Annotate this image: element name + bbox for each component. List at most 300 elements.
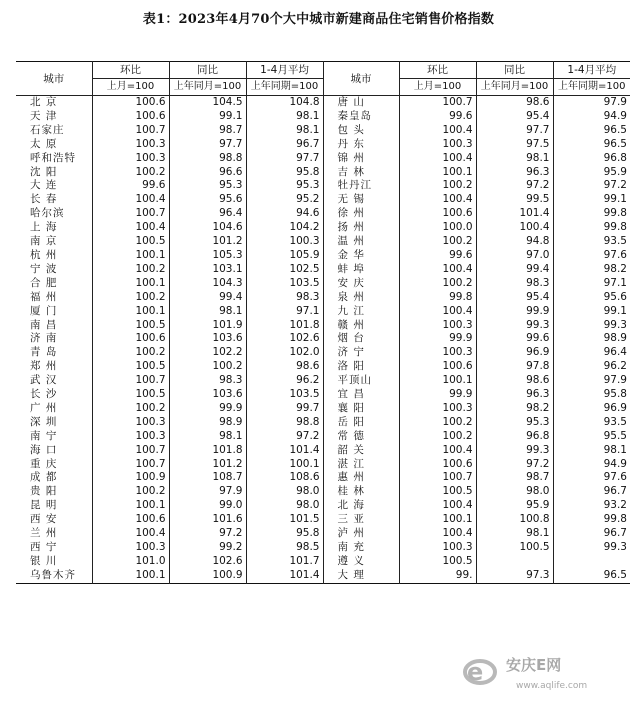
mom-value: 100.3: [92, 152, 169, 166]
yoy-value: 98.7: [476, 471, 553, 485]
mom-value: 100.3: [92, 138, 169, 152]
avg-value: 96.7: [553, 485, 630, 499]
avg-value: 96.7: [246, 138, 323, 152]
yoy-value: 97.2: [476, 179, 553, 193]
mom-value: 100.6: [399, 207, 476, 221]
city-name: 石家庄: [30, 123, 65, 136]
city-name: 银 川: [30, 554, 58, 567]
avg-value: 96.2: [553, 360, 630, 374]
mom-value: 100.9: [92, 471, 169, 485]
table-row: [16, 305, 630, 319]
city-name: 福 州: [30, 290, 58, 303]
mom-value: 100.2: [92, 291, 169, 305]
city-name: 济 宁: [323, 346, 399, 360]
table-row: [16, 388, 630, 402]
mom-value: 100.7: [92, 444, 169, 458]
mom-value: 100.4: [92, 193, 169, 207]
mom-value: 100.2: [399, 416, 476, 430]
avg-value: 97.2: [553, 179, 630, 193]
avg-value: 98.0: [246, 485, 323, 499]
avg-value: 98.8: [246, 416, 323, 430]
avg-value: 98.1: [246, 110, 323, 124]
yoy-value: 98.6: [476, 96, 553, 110]
yoy-value: 98.1: [169, 305, 246, 319]
city-name: 武 汉: [30, 374, 58, 387]
table-row: [16, 221, 630, 235]
mom-value: 100.5: [399, 485, 476, 499]
city-name: 遵 义: [323, 555, 399, 569]
table-row: [16, 110, 630, 124]
yoy-value: 97.5: [476, 138, 553, 152]
mom-value: 100.4: [399, 305, 476, 319]
avg-value: 94.6: [246, 207, 323, 221]
yoy-value: 102.6: [169, 555, 246, 569]
yoy-value: 100.2: [169, 360, 246, 374]
header-yoy-base: 上年同月=100: [169, 79, 246, 96]
table-row: [16, 444, 630, 458]
avg-value: 99.3: [553, 319, 630, 333]
mom-value: 100.3: [399, 346, 476, 360]
yoy-value: 98.8: [169, 152, 246, 166]
avg-value: 108.6: [246, 471, 323, 485]
city-name: 长 沙: [30, 388, 58, 401]
mom-value: 100.3: [92, 430, 169, 444]
avg-value: 97.7: [246, 152, 323, 166]
table-row: [16, 291, 630, 305]
avg-value: 99.3: [553, 541, 630, 555]
yoy-value: 96.3: [476, 388, 553, 402]
city-name: 呼和浩特: [30, 151, 76, 164]
mom-value: 100.3: [399, 138, 476, 152]
table-row: [16, 416, 630, 430]
mom-value: 99.9: [399, 388, 476, 402]
table-row: [16, 513, 630, 527]
avg-value: 102.6: [246, 332, 323, 346]
avg-value: 101.8: [246, 319, 323, 333]
avg-value: 93.5: [553, 235, 630, 249]
avg-value: 95.9: [553, 166, 630, 180]
table-row: [16, 471, 630, 485]
table-row: [16, 360, 630, 374]
yoy-value: 101.6: [169, 513, 246, 527]
yoy-value: 98.2: [476, 402, 553, 416]
table-row: [16, 138, 630, 152]
city-name: 常 德: [323, 430, 399, 444]
mom-value: 100.1: [399, 513, 476, 527]
mom-value: 99.9: [399, 332, 476, 346]
avg-value: 96.9: [553, 402, 630, 416]
mom-value: 100.6: [92, 96, 169, 110]
avg-value: 97.9: [553, 374, 630, 388]
yoy-value: 99.4: [169, 291, 246, 305]
mom-value: 99.6: [399, 249, 476, 263]
yoy-value: 101.8: [169, 444, 246, 458]
mom-value: 100.3: [92, 541, 169, 555]
yoy-value: 96.6: [169, 166, 246, 180]
city-name: 安 庆: [323, 277, 399, 291]
city-name: 成 都: [30, 471, 58, 484]
city-name: 西 宁: [30, 541, 58, 553]
city-name: 贵 阳: [30, 485, 58, 498]
yoy-value: 100.8: [476, 513, 553, 527]
avg-value: 101.5: [246, 513, 323, 527]
city-name: 济 南: [30, 332, 58, 345]
mom-value: 100.1: [399, 166, 476, 180]
yoy-value: 101.2: [169, 458, 246, 472]
city-name: 包 头: [323, 124, 399, 138]
yoy-value: 97.0: [476, 249, 553, 263]
city-name: 重 庆: [30, 457, 58, 470]
table-title: 表1：2023年4月70个大中城市新建商品住宅销售价格指数: [142, 12, 495, 27]
mom-value: 100.7: [92, 124, 169, 138]
city-name: 广 州: [30, 401, 58, 414]
yoy-value: 97.9: [169, 485, 246, 499]
avg-value: 101.4: [246, 444, 323, 458]
yoy-value: 104.3: [169, 277, 246, 291]
city-name: 洛 阳: [323, 360, 399, 374]
price-index-table: [16, 61, 630, 584]
table-row: [16, 485, 630, 499]
avg-value: 100.1: [246, 458, 323, 472]
yoy-value: 97.7: [476, 124, 553, 138]
city-name: 北 京: [30, 96, 58, 108]
mom-value: 100.4: [399, 263, 476, 277]
avg-value: 97.2: [246, 430, 323, 444]
city-name: 深 圳: [30, 415, 58, 428]
avg-value: 103.5: [246, 277, 323, 291]
header-mom-2: 环比: [399, 62, 476, 79]
mom-value: 101.0: [92, 555, 169, 569]
table-row: [16, 193, 630, 207]
mom-value: 100.2: [92, 485, 169, 499]
avg-value: 98.0: [246, 499, 323, 513]
avg-value: 98.2: [553, 263, 630, 277]
svg-text:安庆E网: 安庆E网: [506, 656, 562, 674]
avg-value: 95.8: [553, 388, 630, 402]
yoy-value: 97.2: [476, 458, 553, 472]
yoy-value: 104.5: [169, 96, 246, 110]
avg-value: 96.4: [553, 346, 630, 360]
avg-value: 95.5: [553, 430, 630, 444]
mom-value: 100.3: [399, 541, 476, 555]
avg-value: 101.7: [246, 555, 323, 569]
header-yoy-base-2: 上年同月=100: [476, 79, 553, 96]
mom-value: 100.1: [92, 277, 169, 291]
city-name: 赣 州: [323, 319, 399, 333]
table-row: [16, 263, 630, 277]
mom-value: 100.2: [399, 235, 476, 249]
mom-value: 100.7: [399, 96, 476, 110]
city-name: 乌鲁木齐: [30, 568, 76, 581]
city-name: 北 海: [323, 499, 399, 513]
table-row: [16, 207, 630, 221]
yoy-value: 98.9: [169, 416, 246, 430]
city-name: 长 春: [30, 193, 58, 206]
yoy-value: 95.9: [476, 499, 553, 513]
avg-value: 102.0: [246, 346, 323, 360]
mom-value: 100.6: [399, 360, 476, 374]
mom-value: 100.2: [399, 277, 476, 291]
city-name: 韶 关: [323, 444, 399, 458]
header-avg-base-2: 上年同期=100: [553, 79, 630, 96]
table-row: [16, 569, 630, 583]
mom-value: 100.2: [92, 263, 169, 277]
mom-value: 99.6: [399, 110, 476, 124]
yoy-value: 97.3: [476, 569, 553, 583]
city-name: 大 理: [323, 569, 399, 583]
yoy-value: 96.9: [476, 346, 553, 360]
city-name: 金 华: [323, 249, 399, 263]
yoy-value: 102.2: [169, 346, 246, 360]
table-row: [16, 346, 630, 360]
avg-value: 96.5: [553, 138, 630, 152]
city-name: 太 原: [30, 137, 58, 150]
avg-value: 102.5: [246, 263, 323, 277]
header-avg-2: 1-4月平均: [553, 62, 630, 79]
avg-value: 95.6: [553, 291, 630, 305]
avg-value: 94.9: [553, 458, 630, 472]
yoy-value: 99.2: [169, 541, 246, 555]
avg-value: 99.8: [553, 513, 630, 527]
mom-value: 100.5: [92, 235, 169, 249]
avg-value: 93.2: [553, 499, 630, 513]
watermark-logo: [462, 650, 632, 694]
header-mom: 环比: [92, 62, 169, 79]
svg-text:e: e: [467, 658, 484, 686]
city-name: 泉 州: [323, 291, 399, 305]
yoy-value: 104.6: [169, 221, 246, 235]
mom-value: 100.4: [399, 124, 476, 138]
mom-value: 100.4: [92, 221, 169, 235]
city-name: 平顶山: [323, 374, 399, 388]
avg-value: 93.5: [553, 416, 630, 430]
city-name: 宁 波: [30, 262, 58, 275]
city-name: 南 京: [30, 235, 58, 248]
mom-value: 100.7: [92, 458, 169, 472]
yoy-value: 98.3: [476, 277, 553, 291]
mom-value: 100.1: [92, 499, 169, 513]
city-name: 岳 阳: [323, 416, 399, 430]
yoy-value: 99.3: [476, 319, 553, 333]
mom-value: 100.5: [92, 360, 169, 374]
city-name: 锦 州: [323, 152, 399, 166]
avg-value: 99.8: [553, 207, 630, 221]
avg-value: 95.3: [246, 179, 323, 193]
yoy-value: 98.1: [476, 527, 553, 541]
mom-value: 100.5: [92, 319, 169, 333]
table-row: [16, 332, 630, 346]
yoy-value: 99.1: [169, 110, 246, 124]
city-name: 沈 阳: [30, 165, 58, 178]
yoy-value: [476, 555, 553, 569]
city-name: 海 口: [30, 443, 58, 456]
yoy-value: 97.2: [169, 527, 246, 541]
mom-value: 100.2: [92, 346, 169, 360]
mom-value: 100.4: [399, 152, 476, 166]
mom-value: 100.4: [92, 527, 169, 541]
mom-value: 100.1: [92, 569, 169, 583]
avg-value: 99.7: [246, 402, 323, 416]
yoy-value: 95.3: [169, 179, 246, 193]
yoy-value: 100.5: [476, 541, 553, 555]
table-row: [16, 152, 630, 166]
avg-value: 99.1: [553, 193, 630, 207]
city-name: 合 肥: [30, 276, 58, 289]
mom-value: 100.7: [92, 207, 169, 221]
city-name: 吉 林: [323, 166, 399, 180]
yoy-value: 98.1: [476, 152, 553, 166]
avg-value: 98.3: [246, 291, 323, 305]
city-name: 桂 林: [323, 485, 399, 499]
avg-value: 95.8: [246, 527, 323, 541]
yoy-value: 100.4: [476, 221, 553, 235]
yoy-value: 95.3: [476, 416, 553, 430]
table-row: [16, 166, 630, 180]
city-name: 郑 州: [30, 360, 58, 373]
city-name: 扬 州: [323, 221, 399, 235]
header-city: 城市: [16, 62, 92, 96]
city-name: 丹 东: [323, 138, 399, 152]
table-row: [16, 402, 630, 416]
city-name: 九 江: [323, 305, 399, 319]
avg-value: 96.7: [553, 527, 630, 541]
yoy-value: 103.6: [169, 332, 246, 346]
avg-value: 96.5: [553, 124, 630, 138]
yoy-value: 96.3: [476, 166, 553, 180]
yoy-value: 101.2: [169, 235, 246, 249]
mom-value: 100.7: [92, 374, 169, 388]
table-row: [16, 499, 630, 513]
yoy-value: 95.4: [476, 291, 553, 305]
avg-value: 98.1: [553, 444, 630, 458]
city-name: 温 州: [323, 235, 399, 249]
header-avg: 1-4月平均: [246, 62, 323, 79]
yoy-value: 95.6: [169, 193, 246, 207]
yoy-value: 99.9: [169, 402, 246, 416]
yoy-value: 98.7: [169, 124, 246, 138]
city-name: 烟 台: [323, 332, 399, 346]
avg-value: 105.9: [246, 249, 323, 263]
table-row: [16, 179, 630, 193]
header-avg-base: 上年同期=100: [246, 79, 323, 96]
mom-value: 99.6: [92, 179, 169, 193]
avg-value: 95.2: [246, 193, 323, 207]
yoy-value: 94.8: [476, 235, 553, 249]
city-name: 南 昌: [30, 318, 58, 331]
avg-value: 96.2: [246, 374, 323, 388]
city-name: 杭 州: [30, 248, 58, 261]
yoy-value: 99.6: [476, 332, 553, 346]
mom-value: 100.5: [399, 555, 476, 569]
table-row: [16, 319, 630, 333]
mom-value: 100.4: [399, 527, 476, 541]
city-name: 西 安: [30, 513, 58, 526]
city-name: 昆 明: [30, 499, 58, 512]
city-name: 泸 州: [323, 527, 399, 541]
table-row: [16, 374, 630, 388]
yoy-value: 96.4: [169, 207, 246, 221]
mom-value: 100.5: [92, 388, 169, 402]
avg-value: 104.8: [246, 96, 323, 110]
yoy-value: 99.9: [476, 305, 553, 319]
avg-value: 101.4: [246, 569, 323, 583]
city-name: 牡丹江: [323, 179, 399, 193]
avg-value: 98.6: [246, 360, 323, 374]
table-row: [16, 124, 630, 138]
mom-value: 100.0: [399, 221, 476, 235]
city-name: 上 海: [30, 221, 58, 234]
yoy-value: 105.3: [169, 249, 246, 263]
mom-value: 99.: [399, 569, 476, 583]
table-row: [16, 235, 630, 249]
yoy-value: 98.6: [476, 374, 553, 388]
yoy-value: 96.8: [476, 430, 553, 444]
yoy-value: 108.7: [169, 471, 246, 485]
avg-value: 103.5: [246, 388, 323, 402]
city-name: 宜 昌: [323, 388, 399, 402]
city-name: 大 连: [30, 179, 58, 192]
city-name: 唐 山: [323, 96, 399, 110]
yoy-value: 98.0: [476, 485, 553, 499]
mom-value: 100.2: [92, 402, 169, 416]
mom-value: 100.4: [399, 193, 476, 207]
city-name: 哈尔滨: [30, 207, 65, 220]
avg-value: 94.9: [553, 110, 630, 124]
avg-value: 98.9: [553, 332, 630, 346]
table-row: [16, 458, 630, 472]
yoy-value: 103.6: [169, 388, 246, 402]
mom-value: 100.6: [399, 458, 476, 472]
city-name: 惠 州: [323, 471, 399, 485]
header-mom-base-2: 上月=100: [399, 79, 476, 96]
avg-value: 99.8: [553, 221, 630, 235]
yoy-value: 99.5: [476, 193, 553, 207]
mom-value: 100.1: [92, 249, 169, 263]
city-name: 秦皇岛: [323, 110, 399, 124]
city-name: 南 宁: [30, 429, 58, 442]
city-name: 襄 阳: [323, 402, 399, 416]
avg-value: 97.6: [553, 471, 630, 485]
city-name: 青 岛: [30, 346, 58, 359]
city-name: 湛 江: [323, 458, 399, 472]
mom-value: 100.2: [399, 430, 476, 444]
svg-text:www.aqlife.com: www.aqlife.com: [516, 681, 588, 691]
avg-value: 98.5: [246, 541, 323, 555]
yoy-value: 97.7: [169, 138, 246, 152]
yoy-value: 99.3: [476, 444, 553, 458]
avg-value: 95.8: [246, 166, 323, 180]
yoy-value: 95.4: [476, 110, 553, 124]
avg-value: 97.1: [246, 305, 323, 319]
yoy-value: 99.0: [169, 499, 246, 513]
yoy-value: 100.9: [169, 569, 246, 583]
city-name: 三 亚: [323, 513, 399, 527]
avg-value: 96.5: [553, 569, 630, 583]
header-yoy: 同比: [169, 62, 246, 79]
table-row: [16, 541, 630, 555]
yoy-value: 101.9: [169, 319, 246, 333]
table-body: [16, 96, 630, 584]
mom-value: 99.8: [399, 291, 476, 305]
mom-value: 100.1: [399, 374, 476, 388]
avg-value: 100.3: [246, 235, 323, 249]
yoy-value: 101.4: [476, 207, 553, 221]
table-row: [16, 96, 630, 110]
table-row: [16, 527, 630, 541]
city-name: 兰 州: [30, 527, 58, 540]
city-name: 厦 门: [30, 304, 58, 317]
yoy-value: 98.1: [169, 430, 246, 444]
